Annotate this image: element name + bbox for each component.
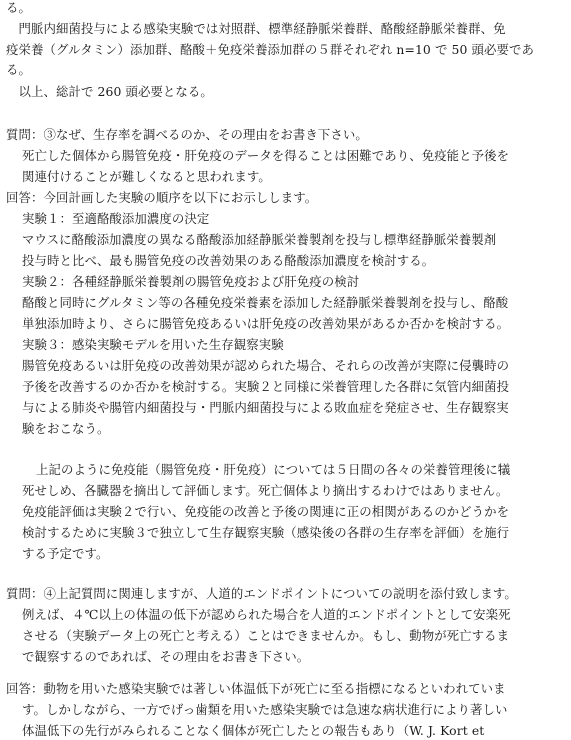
text-line: 体温低下の先行がみられることなく個体が死亡したとの報告もあり（W. J. Kort et [22, 723, 485, 738]
text-line: す。しかしながら、一方でげっ歯類を用いた感染実験では急速な病状進行により著しい [22, 702, 508, 717]
text-line: 死せしめ、各臓器を摘出して評価します。死亡個体より摘出するわけではありません。 [22, 483, 509, 498]
text-line: 関連付けることが難しくなると思われます。 [22, 169, 271, 184]
experiment-heading: 実験３：感染実験モデルを用いた生存観察実験 [22, 337, 284, 352]
experiment-heading: 実験２：各種経静脈栄養製剤の腸管免疫および肝免疫の検討 [22, 274, 360, 289]
text-line: 腸管免疫あるいは肝免疫の改善効果が認められた場合、それらの改善が実際に侵襲時の [22, 358, 510, 373]
text-line: 与による肺炎や腸管内細菌投与・門脈内細菌投与による敗血症を発症させ、生存観察実 [22, 400, 509, 415]
question-heading: 質問：④上記質問に関連しますが、人道的エンドポイントについての説明を添付致します。 [6, 586, 517, 601]
text-line: 上記のように免疫能（腸管免疫・肝免疫）については５日間の各々の栄養管理後に犠 [36, 462, 511, 477]
text-line: 験をおこなう。 [22, 421, 110, 436]
experiment-heading: 実験１：至適酪酸添加濃度の決定 [22, 211, 210, 226]
text-line: る。 [6, 62, 31, 77]
text-line: する予定です。 [22, 546, 109, 561]
text-line: 死亡した個体から腸管免疫・肝免疫のデータを得ることは困難であり、免疫能と予後を [22, 148, 510, 163]
text-line: 投与時と比べ、最も腸管免疫の改善効果のある酪酸添加濃度を検討する。 [22, 253, 435, 268]
text-line: 単独添加時より、さらに腸管免疫あるいは肝免疫の改善効果があるか否かを検討する。 [22, 316, 510, 331]
text-line: 免疫能評価は実験２で行い、免疫能の改善と予後の関連に正の相関があるのかどうかを [22, 504, 510, 519]
text-line: 検討するために実験３で独立して生存観察実験（感染後の各群の生存率を評価）を施行 [22, 525, 510, 540]
text-line: る。 [6, 0, 31, 15]
text-line: マウスに酪酸添加濃度の異なる酪酸添加経静脈栄養製剤を投与し標準経静脈栄養製剤 [22, 232, 497, 247]
answer-heading: 回答：今回計画した実験の順序を以下にお示しします。 [6, 190, 318, 205]
answer-heading: 回答：動物を用いた感染実験では著しい体温低下が死亡に至る指標になるといわれていま [6, 681, 506, 696]
text-line: 門脈内細菌投与による感染実験では対照群、標準経静脈栄養群、酪酸経静脈栄養群、免 [6, 21, 506, 36]
text-line: で観察するのであれば、その理由をお書き下さい。 [22, 649, 310, 664]
text-line: させる（実験データ上の死亡と考える）ことはできませんか。もし、動物が死亡するま [22, 628, 510, 643]
text-line: 予後を改善するのか否かを検討する。実験２と同様に栄養管理した各群に気管内細菌投 [22, 379, 510, 394]
text-line: 酪酸と同時にグルタミン等の各種免疫栄養素を添加した経静脈栄養製剤を投与し、酪酸 [22, 295, 509, 310]
question-heading: 質問：③なぜ、生存率を調べるのか、その理由をお書き下さい。 [6, 127, 368, 142]
text-line: 疫栄養（グルタミン）添加群、酪酸＋免疫栄養添加群の５群それぞれ n=10 で 50 頭必要であ [6, 42, 534, 57]
text-line: 以上、総計で 260 頭必要となる。 [6, 84, 213, 99]
text-line: 例えば、４℃以上の体温の低下が認められた場合を人道的エンドポイントとして安楽死 [22, 607, 511, 622]
